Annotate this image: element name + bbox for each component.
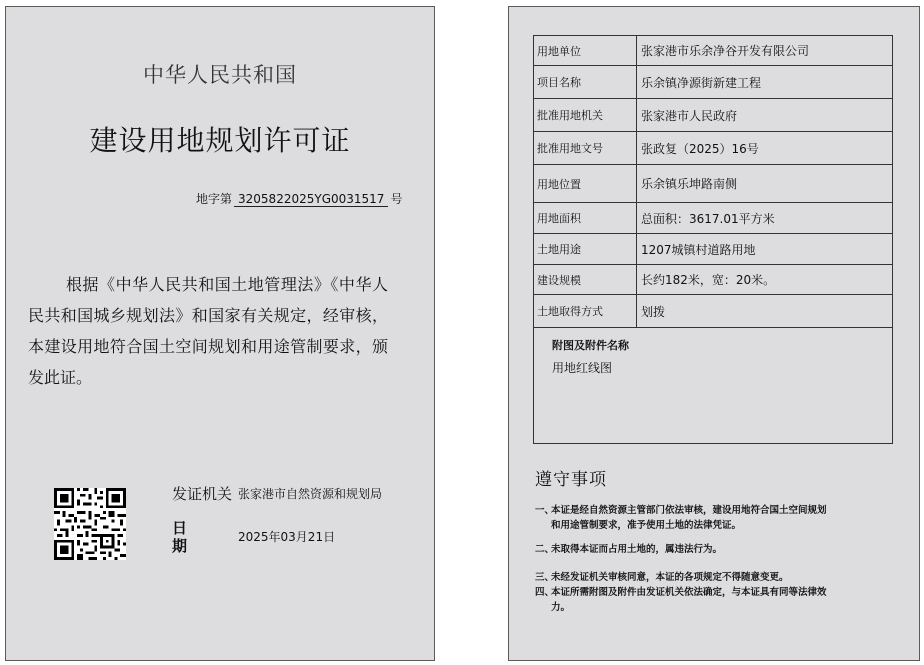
attachments-title: 附图及附件名称	[552, 339, 629, 352]
field-label: 用地位置	[534, 165, 637, 203]
field-label: 项目名称	[534, 66, 637, 99]
rule-number: 二、	[535, 544, 555, 555]
table-row	[534, 99, 893, 132]
date-value: 2025年03月21日	[238, 530, 336, 544]
rule-item	[535, 503, 875, 533]
certificate-back-page	[508, 6, 920, 661]
rule-number: 四、	[535, 587, 555, 598]
field-value: 张家港市乐余净谷开发有限公司	[637, 36, 893, 66]
attachment-item: 用地红线图	[552, 361, 613, 375]
country-name: 中华人民共和国	[143, 63, 297, 87]
rule-item	[535, 542, 875, 557]
qr-code-icon	[54, 488, 126, 560]
issuer-label: 发证机关	[172, 485, 233, 503]
table-row	[534, 265, 893, 295]
table-row	[534, 295, 893, 328]
certificate-title: 建设用地规划许可证	[89, 124, 351, 157]
certificate-front-page	[5, 6, 435, 661]
table-row	[534, 132, 893, 165]
field-value: 乐余镇净源街新建工程	[637, 66, 893, 99]
table-row	[534, 234, 893, 265]
field-label: 批准用地文号	[534, 132, 637, 165]
table-row	[534, 203, 893, 234]
rule-number: 一、	[535, 505, 555, 516]
attachments-box	[533, 327, 893, 444]
table-row	[534, 66, 893, 99]
field-label: 土地用途	[534, 234, 637, 265]
field-label: 建设规模	[534, 265, 637, 295]
land-info-table	[533, 35, 893, 328]
issuer-value: 张家港市自然资源和规划局	[238, 487, 383, 501]
rule-item	[535, 585, 875, 615]
rule-text: 未取得本证而占用土地的，属违法行为。	[551, 544, 723, 555]
table-row	[534, 165, 893, 203]
rule-text-cont: 力。	[551, 602, 571, 613]
field-value: 张政复（2025）16号	[637, 132, 893, 165]
field-label: 批准用地机关	[534, 99, 637, 132]
field-value: 乐余镇乐坤路南侧	[637, 165, 893, 203]
date-label: 日期	[172, 519, 188, 555]
field-label: 用地面积	[534, 203, 637, 234]
field-label: 用地单位	[534, 36, 637, 66]
field-value: 张家港市人民政府	[637, 99, 893, 132]
cert-suffix: 号	[390, 192, 403, 206]
rule-text: 本证是经自然资源主管部门依法审核，建设用地符合国土空间规划	[551, 505, 827, 516]
rule-text: 本证所需附图及附件由发证机关依法确定，与本证具有同等法律效	[551, 587, 827, 598]
field-value: 长约182米，宽：20米。	[637, 265, 893, 295]
rule-number: 三、	[535, 572, 555, 583]
cert-prefix: 地字第	[196, 192, 233, 206]
cert-number-value: 3205822025YG0031517	[234, 192, 388, 207]
field-value: 总面积：3617.01平方米	[637, 203, 893, 234]
certificate-body-text: 根据《中华人民共和国土地管理法》《中华人民共和国城乡规划法》和国家有关规定，经审核，本建设用地符合国土空间规划和用途管制要求，颁发此证。	[28, 275, 388, 387]
table-row	[534, 36, 893, 66]
field-label: 土地取得方式	[534, 295, 637, 328]
rule-text: 未经发证机关审核同意，本证的各项规定不得随意变更。	[551, 572, 789, 583]
rule-item	[535, 570, 875, 585]
rule-text-cont: 和用途管制要求，准予使用土地的法律凭证。	[551, 520, 742, 531]
field-value: 1207城镇村道路用地	[637, 234, 893, 265]
rules-title: 遵守事项	[535, 470, 607, 490]
certificate-number	[196, 190, 402, 207]
field-value: 划拨	[637, 295, 893, 328]
